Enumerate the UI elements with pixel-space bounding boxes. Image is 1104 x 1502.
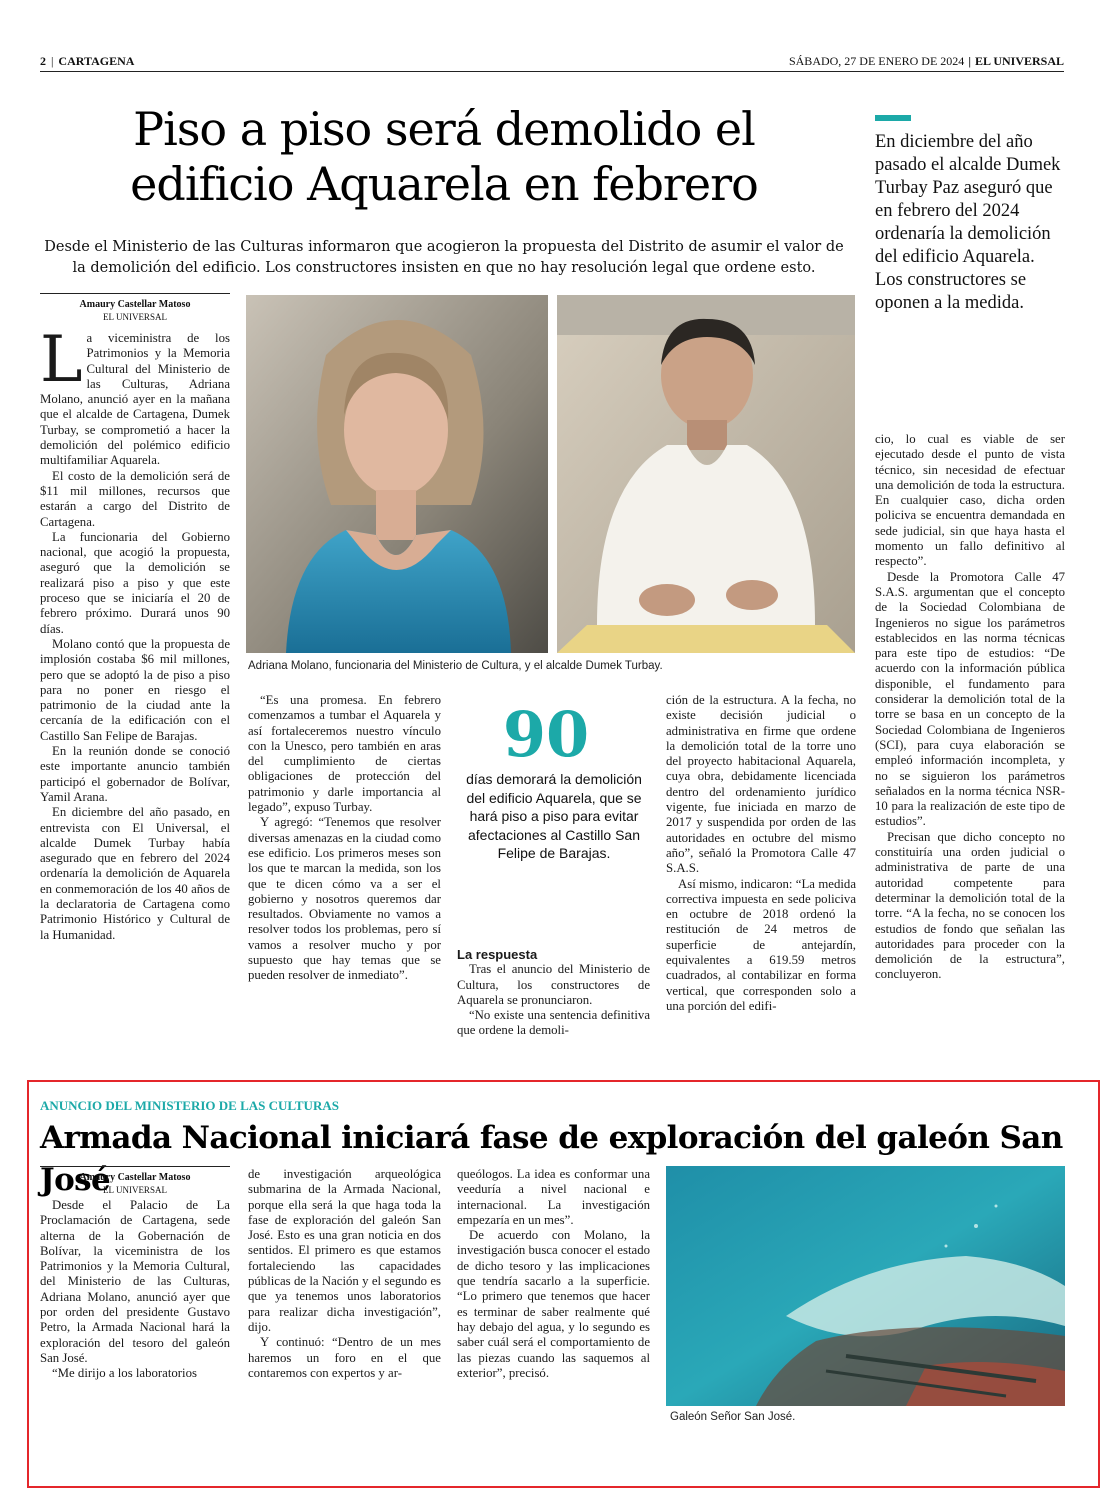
paragraph: ción de la estructura. A la fecha, no existe decisión judicial o administrativa en firme que ordene la demolición total de la torre uno del proyecto habitacional Aquarela, cuya obra, debidamente licenciada dentro del ordenamiento jurídico vigente, fue iniciada en marzo de 2017 y suspendida por orden de las autoridades en octubre del mismo año”, señaló la Promotora Calle 47 S.A.S.: [666, 693, 856, 876]
header-separator: |: [968, 54, 971, 68]
paragraph: Tras el anuncio del Ministerio de Cultura, los constructores de Aquarela se pronunciaron.: [457, 962, 650, 1007]
paragraph: De acuerdo con Molano, la investigación busca conocer el estado de dicho tesoro y las implicaciones que tendría sacarlo a la superficie. “Lo primero que tenemos que hacer es terminar de saber realmente qué hay debajo del agua, y lo segundo es saber cuál será el comportamiento de las piezas cuando las saquemos al exterior”, precisó.: [457, 1228, 650, 1380]
sidebar-accent-rule: [875, 115, 911, 121]
paragraph: de investigación arqueológica submarina de la Armada Nacional, porque ella será la que haga toda la fase de exploración del galeón San José. Esto es una gran noticia en dos sentidos. El primero es que estamos fortaleciendo las capacidades públicas de la Nación y el segundo es que ya tenemos unos laboratorios para realizar dicha investigación”, dijo.: [248, 1167, 441, 1334]
paragraph: “No existe una sentencia definitiva que ordene la demoli-: [457, 1008, 650, 1038]
stat-number: 90: [502, 698, 590, 771]
portrait-man-image: [557, 295, 855, 653]
article2-headline: Armada Nacional iniciará fase de exploración del galeón San José: [40, 1120, 1063, 1198]
article1-column-2: [248, 693, 441, 984]
portrait-woman-image: [246, 295, 548, 653]
article2-column-3: [457, 1167, 650, 1381]
page-header: [40, 52, 1064, 72]
paragraph: Así mismo, indicaron: “La medida correctiva impuesta en sede policiva en octubre de 2018 ordenó la restitución de 24 metros de superficie de antejardín, equivalentes a 619.59 metros cuadrados, al contabilizar en forma vertical, que corresponden solo a una porción del edifi-: [666, 876, 856, 1013]
byline-org: EL UNIVERSAL: [103, 1185, 167, 1195]
drop-cap: L: [40, 323, 83, 397]
article2-byline: [40, 1166, 230, 1196]
header-left: [40, 54, 134, 69]
headline-line-1: Piso a piso será demolido el: [133, 102, 755, 156]
photo-dumek-turbay: [557, 295, 855, 653]
article2-kicker: ANUNCIO DEL MINISTERIO DE LAS CULTURAS: [40, 1098, 339, 1113]
article2-photo-caption: Galeón Señor San José.: [670, 1411, 796, 1423]
photo-adriana-molano: [246, 295, 548, 653]
byline-org: EL UNIVERSAL: [103, 312, 167, 322]
page-number: 2: [40, 54, 46, 68]
header-separator: |: [51, 54, 54, 68]
paragraph: Y agregó: “Tenemos que resolver diversas amenazas en la ciudad como ese edificio. Los primeros meses son los que te marcan la medida, son los que te dicen cómo va a ser el gobierno y nosotros queremos dar resultados. Obviamente no vamos a resolver todos los problemas, pero sí vamos a resolver mucho y por supuesto que hay temas que se pueden resolver de inmediato”.: [248, 815, 441, 983]
stat-description: días demorará la demolición del edificio Aquarela, que se hará piso a piso para evitar afectaciones al Castillo San Felipe de Barajas.: [466, 771, 642, 861]
article-deck: Desde el Ministerio de las Culturas informaron que acogieron la propuesta del Distrito de asumir el valor de la demolición del edificio. Los constructores insisten en que no hay resolución legal que ordene esto.: [44, 239, 844, 276]
article1-column-4: [666, 693, 856, 1014]
underwater-wreck-image: [666, 1166, 1065, 1406]
paper-name: EL UNIVERSAL: [974, 54, 1064, 68]
photo-caption: Adriana Molano, funcionaria del Ministerio de Cultura, y el alcalde Dumek Turbay.: [248, 660, 663, 672]
sidebar-quote: En diciembre del año pasado el alcalde Dumek Turbay Paz aseguró que en febrero del 2024 ordenaría la demolición del edificio Aquarela. Los constructores se oponen a la medida.: [875, 132, 1061, 313]
header-right: [789, 54, 1064, 69]
section-name: CARTAGENA: [58, 54, 135, 68]
article2-column-2: [248, 1167, 441, 1381]
main-headline: [40, 102, 848, 212]
paragraph: Precisan que dicho concepto no constituiría una orden judicial o administrativa de parte de una autoridad competente para determinar la demolición total de la torre. “A la fecha, no se conocen los estudios de fondo que señalan las autoridades para proceder con la demolición de la estructura”, concluyeron.: [875, 829, 1065, 982]
article2-column-1: [40, 1198, 230, 1382]
paragraph: “Es una promesa. En febrero comenzamos a tumbar el Aquarela y así fortaleceremos nuestro vínculo con la Unesco, pero también en aras del cumplimiento de ciertas obligaciones de protección del patrimonio y darle importancia al legado”, expuso Turbay.: [248, 693, 441, 815]
paragraph: Molano contó que la propuesta de implosión costaba $6 mil millones, pero que se adoptó la de piso a piso para no poner en riesgo el patrimonio de la ciudad ante la cercanía de la edificación con el Castillo San Felipe de Barajas.: [40, 636, 230, 743]
byline-name: Amaury Castellar Matoso: [79, 1172, 191, 1183]
paragraph: queólogos. La idea es conformar una veeduría a nivel nacional e internacional. La investigación empezaría en un mes”.: [457, 1167, 650, 1227]
byline-name: Amaury Castellar Matoso: [79, 299, 191, 310]
lead-paragraph: [40, 323, 230, 469]
paragraph: cio, lo cual es viable de ser ejecutado desde el punto de vista técnico, sin necesidad de efectuar una demolición de toda la estructura. En cualquier caso, dicha orden policiva se encuentra demandada en sede judicial, sin que haya hasta el momento un fallo definitivo al respecto”.: [875, 432, 1065, 569]
byline: [40, 293, 230, 323]
paragraph: La funcionaria del Gobierno nacional, que acogió la propuesta, aseguró que la demolición se realizará piso a piso y que este proceso que se iniciaría el 20 de febrero próximo. Durará unos 90 días.: [40, 529, 230, 636]
article1-column-5: [875, 432, 1065, 983]
lead-text: a viceministra de los Patrimonios y la Memoria Cultural del Ministerio de las Culturas, Adriana Molano, anunció ayer en la mañana que el alcalde de Cartagena, Dumek Turbay, se comprometió a hacer la demolición del polémico edificio multifamiliar Aquarela.: [40, 331, 230, 468]
paragraph: “Me dirijo a los laboratorios: [52, 1366, 197, 1381]
paragraph: El costo de la demolición será de $11 mil millones, recursos que estarán a cargo del Distrito de Cartagena.: [40, 468, 230, 529]
subheading: La respuesta: [457, 947, 538, 962]
paragraph: Y continuó: “Dentro de un mes haremos un foro en el que contaremos con expertos y ar-: [248, 1335, 441, 1380]
issue-date: SÁBADO, 27 DE ENERO DE 2024: [788, 54, 965, 68]
paragraph: En diciembre del año pasado, en entrevista con El Universal, el alcalde Dumek Turbay había asegurado que en febrero del 2024 ordenaría la demolición de Aquarela en conmemoración de los 40 años de la declaratoria de Cartagena como Patrimonio Histórico y Cultural de la Humanidad.: [40, 805, 230, 942]
paragraph: En la reunión donde se conoció este importante anuncio también participó el gobernador de Bolívar, Yamil Arana.: [40, 744, 230, 804]
article1-column-3: [457, 945, 650, 1039]
paragraph: Desde el Palacio de La Proclamación de Cartagena, sede alterna de la Gobernación de Bolívar, la viceministra de los Patrimonios y la Memoria Cultural, del Ministerio de las Culturas, Adriana Molano, anunció ayer que por orden del presidente Gustavo Petro, la Armada Nacional hará la exploración del tesoro del galeón San José.: [40, 1198, 230, 1365]
article1-column-1: [40, 323, 230, 943]
paragraph: Desde la Promotora Calle 47 S.A.S. argumentan que el concepto de la Sociedad Colombiana de Ingenieros no sigue los parámetros establecidos en las norma técnicas para este tipo de estudios: “De acuerdo con la información pública disponible, el fundamento para considerar la demolición total de la torre se basa en un concepto de la Sociedad Colombiana de Ingenieros (SCI), para cuya elaboración se empleó información incompleta, y no se siguieron los parámetros señalados en la norma técnica NSR-10 para la realización de este tipo de estudios”.: [875, 569, 1065, 829]
headline-line-2: edificio Aquarela en febrero: [130, 157, 758, 211]
photo-galleon-san-jose: [666, 1166, 1065, 1406]
